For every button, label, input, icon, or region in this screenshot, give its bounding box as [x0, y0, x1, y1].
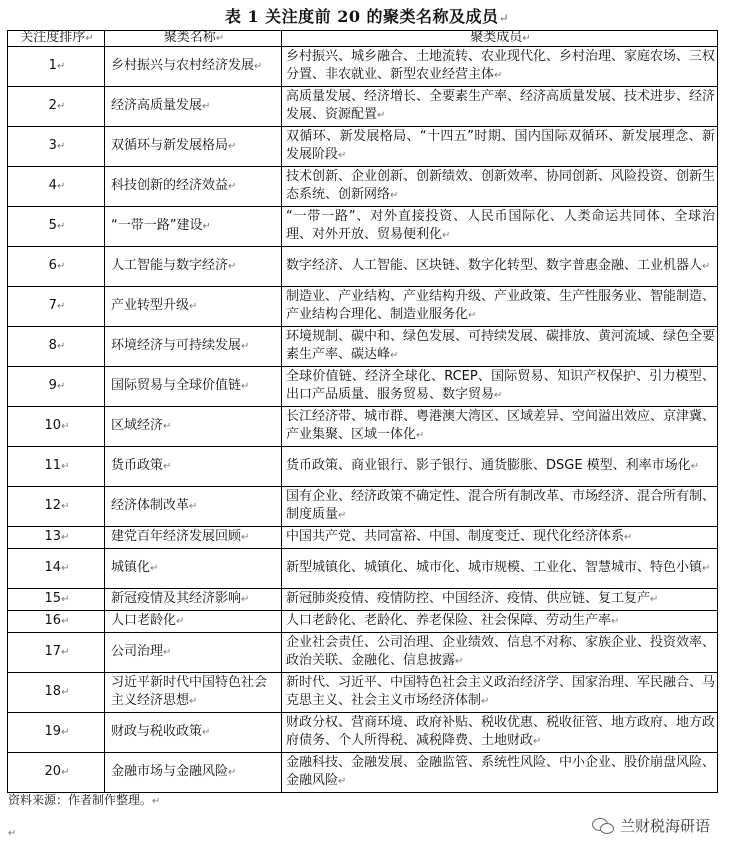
table-row — [8, 633, 718, 673]
members-cell: 乡村振兴、城乡融合、土地流转、农业现代化、乡村治理、家庭农场、三权分置、非农就业、新型农业经营主体↵ — [282, 47, 718, 87]
table-row — [8, 549, 718, 589]
rank-cell: 1↵ — [8, 47, 105, 87]
members-cell: 技术创新、企业创新、创新绩效、创新效率、协同创新、风险投资、创新生态系统、创新网络↵ — [282, 167, 718, 207]
rank-cell: 5↵ — [8, 207, 105, 247]
rank-cell: 8↵ — [8, 327, 105, 367]
header-name: 聚类名称↵ — [105, 31, 282, 47]
rank-cell: 7↵ — [8, 287, 105, 327]
name-cell: 新冠疫情及其经济影响↵ — [105, 589, 282, 611]
rank-cell: 12↵ — [8, 487, 105, 527]
rank-cell: 3↵ — [8, 127, 105, 167]
table-row — [8, 753, 718, 793]
table-row — [8, 247, 718, 287]
name-cell: 产业转型升级↵ — [105, 287, 282, 327]
name-cell: 货币政策↵ — [105, 447, 282, 487]
name-cell: 经济体制改革↵ — [105, 487, 282, 527]
rank-cell: 11↵ — [8, 447, 105, 487]
table-row — [8, 673, 718, 713]
table-header-row — [8, 31, 718, 47]
name-cell: “一带一路”建设↵ — [105, 207, 282, 247]
rank-cell: 17↵ — [8, 633, 105, 673]
rank-cell: 10↵ — [8, 407, 105, 447]
rank-cell: 18↵ — [8, 673, 105, 713]
paragraph-mark: ↵ — [498, 11, 510, 25]
rank-cell: 14↵ — [8, 549, 105, 589]
table-row — [8, 287, 718, 327]
table-title-text: 表 1 关注度前 20 的聚类名称及成员 — [224, 7, 499, 26]
header-members: 聚类成员↵ — [282, 31, 718, 47]
rank-cell: 16↵ — [8, 611, 105, 633]
members-cell: 人口老龄化、老龄化、养老保险、社会保障、劳动生产率↵ — [282, 611, 718, 633]
members-cell: 中国共产党、共同富裕、中国、制度变迁、现代化经济体系↵ — [282, 527, 718, 549]
rank-cell: 15↵ — [8, 589, 105, 611]
name-cell: 人口老龄化↵ — [105, 611, 282, 633]
members-cell: 金融科技、金融发展、金融监管、系统性风险、中小企业、股价崩盘风险、金融风险↵ — [282, 753, 718, 793]
table-row — [8, 167, 718, 207]
cluster-table — [7, 30, 718, 793]
members-cell: 货币政策、商业银行、影子银行、通货膨胀、DSGE 模型、利率市场化↵ — [282, 447, 718, 487]
members-cell: “一带一路”、对外直接投资、人民币国际化、人类命运共同体、全球治理、对外开放、贸易便利化↵ — [282, 207, 718, 247]
members-cell: 财政分权、营商环境、政府补贴、税收优惠、税收征管、地方政府、地方政府债务、个人所得税、减税降费、土地财政↵ — [282, 713, 718, 753]
table-row — [8, 447, 718, 487]
members-cell: 国有企业、经济政策不确定性、混合所有制改革、市场经济、混合所有制、制度质量↵ — [282, 487, 718, 527]
watermark — [592, 815, 710, 836]
name-cell: 乡村振兴与农村经济发展↵ — [105, 47, 282, 87]
members-cell: 高质量发展、经济增长、全要素生产率、经济高质量发展、技术进步、经济发展、资源配置↵ — [282, 87, 718, 127]
table-row — [8, 87, 718, 127]
table-row — [8, 589, 718, 611]
source-note: 资料来源：作者制作整理。↵ — [8, 793, 161, 807]
rank-cell: 6↵ — [8, 247, 105, 287]
members-cell: 新冠肺炎疫情、疫情防控、中国经济、疫情、供应链、复工复产↵ — [282, 589, 718, 611]
members-cell: 长江经济带、城市群、粤港澳大湾区、区域差异、空间溢出效应、京津冀、产业集聚、区域一体化↵ — [282, 407, 718, 447]
table-row — [8, 127, 718, 167]
members-cell: 制造业、产业结构、产业结构升级、产业政策、生产性服务业、智能制造、产业结构合理化、制造业服务化↵ — [282, 287, 718, 327]
rank-cell: 13↵ — [8, 527, 105, 549]
members-cell: 新时代、习近平、中国特色社会主义政治经济学、国家治理、军民融合、马克思主义、社会主义市场经济体制↵ — [282, 673, 718, 713]
wechat-icon — [592, 817, 614, 835]
members-cell: 双循环、新发展格局、“十四五”时期、国内国际双循环、新发展理念、新发展阶段↵ — [282, 127, 718, 167]
rank-cell: 19↵ — [8, 713, 105, 753]
table-row — [8, 407, 718, 447]
rank-cell: 4↵ — [8, 167, 105, 207]
name-cell: 环境经济与可持续发展↵ — [105, 327, 282, 367]
members-cell: 全球价值链、经济全球化、RCEP、国际贸易、知识产权保护、引力模型、出口产品质量、服务贸易、数字贸易↵ — [282, 367, 718, 407]
name-cell: 区域经济↵ — [105, 407, 282, 447]
table-row — [8, 713, 718, 753]
name-cell: 建党百年经济发展回顾↵ — [105, 527, 282, 549]
rank-cell: 2↵ — [8, 87, 105, 127]
name-cell: 经济高质量发展↵ — [105, 87, 282, 127]
name-cell: 习近平新时代中国特色社会主义经济思想↵ — [105, 673, 282, 713]
table-row — [8, 611, 718, 633]
name-cell: 城镇化↵ — [105, 549, 282, 589]
end-paragraph-mark: ↵ — [8, 828, 17, 839]
rank-cell: 9↵ — [8, 367, 105, 407]
name-cell: 双循环与新发展格局↵ — [105, 127, 282, 167]
name-cell: 科技创新的经济效益↵ — [105, 167, 282, 207]
table-row — [8, 47, 718, 87]
watermark-text: 兰财税海研语 — [619, 817, 710, 835]
table-row — [8, 527, 718, 549]
table-row — [8, 207, 718, 247]
members-cell: 企业社会责任、公司治理、企业绩效、信息不对称、家族企业、投资效率、政治关联、金融化、信息披露↵ — [282, 633, 718, 673]
name-cell: 金融市场与金融风险↵ — [105, 753, 282, 793]
members-cell: 新型城镇化、城镇化、城市化、城市规模、工业化、智慧城市、特色小镇↵ — [282, 549, 718, 589]
name-cell: 人工智能与数字经济↵ — [105, 247, 282, 287]
rank-cell: 20↵ — [8, 753, 105, 793]
name-cell: 财政与税收政策↵ — [105, 713, 282, 753]
name-cell: 公司治理↵ — [105, 633, 282, 673]
members-cell: 数字经济、人工智能、区块链、数字化转型、数字普惠金融、工业机器人↵ — [282, 247, 718, 287]
table-row — [8, 367, 718, 407]
table-row — [8, 487, 718, 527]
name-cell: 国际贸易与全球价值链↵ — [105, 367, 282, 407]
header-rank: 关注度排序↵ — [8, 31, 105, 47]
members-cell: 环境规制、碳中和、绿色发展、可持续发展、碳排放、黄河流域、绿色全要素生产率、碳达峰↵ — [282, 327, 718, 367]
table-title — [0, 4, 734, 27]
table-row — [8, 327, 718, 367]
